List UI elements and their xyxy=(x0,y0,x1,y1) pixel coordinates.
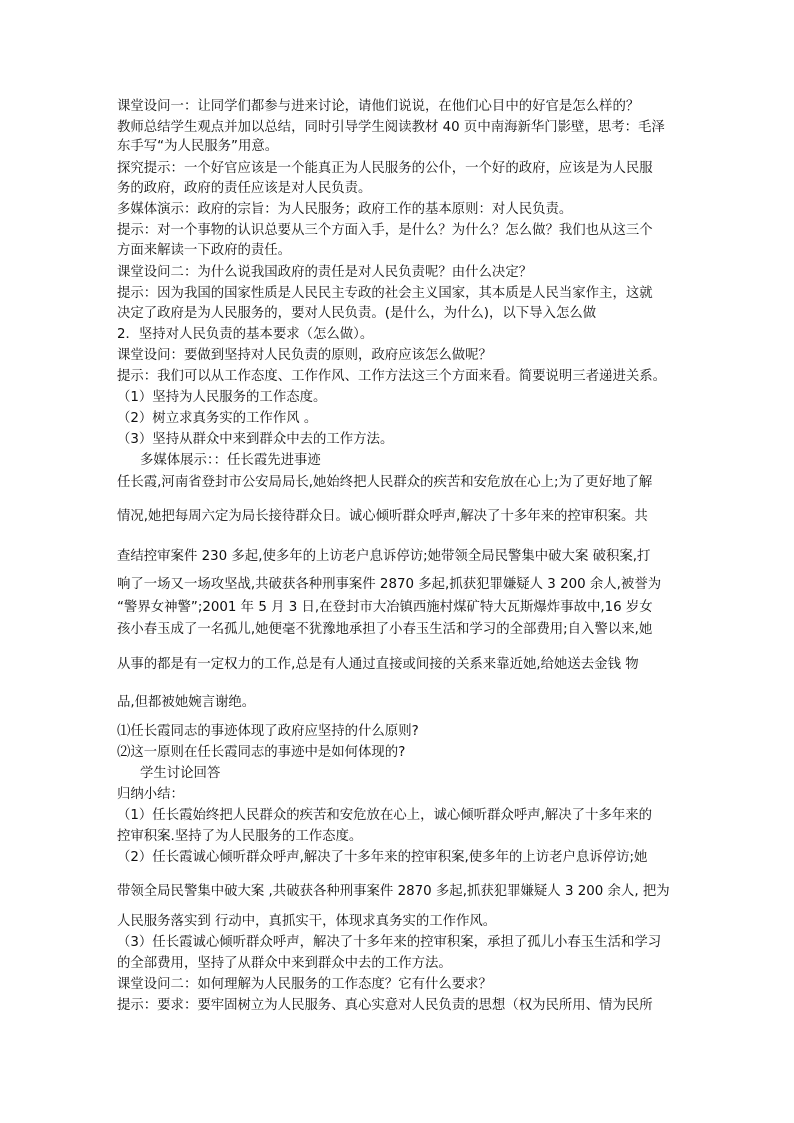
line-7: 提示：对一个事物的认识总要从三个方面入手，是什么？为什么？怎么做？我们也从这三个 xyxy=(117,223,653,238)
line-9: 课堂设问二：为什么说我国政府的责任是对人民负责呢？由什么决定？ xyxy=(117,265,533,280)
line-25: 从事的都是有一定权力的工作,总是有人通过直接或间接的关系来靠近她,给她送去金钱 物 xyxy=(117,657,639,672)
line-22: 响了一场又一场攻坚战,共破获各种刑事案件 2870 多起,抓获犯罪嫌疑人 3 200 余人,被誉为 xyxy=(117,577,662,592)
line-4: 探究提示：一个好官应该是一个能真正为人民服务的公仆，一个好的政府，应该是为人民服 xyxy=(117,161,653,176)
line-29: 学生讨论回答 xyxy=(140,766,221,781)
line-30: 归纳小结： xyxy=(117,787,184,802)
line-11: 决定了政府是为人民服务的，要对人民负责。(是什么，为什么)，以下导入怎么做 xyxy=(117,306,597,321)
line-21: 查结控审案件 230 多起,使多年的上访老户息诉停访;她带领全局民警集中破大案 破积案,打 xyxy=(117,549,651,564)
line-27: ⑴任长霞同志的事迹体现了政府应坚持的什么原则? xyxy=(117,724,419,739)
line-39: 提示：要求：要牢固树立为人民服务、真心实意对人民负责的思想（权为民所用、情为民所 xyxy=(117,998,653,1013)
line-37: 的全部费用，坚持了从群众中来到群众中去的工作方法。 xyxy=(117,956,452,971)
line-2: 教师总结学生观点并加以总结，同时引导学生阅读教材 40 页中南海新华门影壁，思考：毛泽 xyxy=(117,120,665,135)
line-33: （2）任长霞诚心倾听群众呼声,解决了十多年来的控审积案,使多年的上访老户息诉停访;她 xyxy=(117,850,648,865)
line-26: 品,但都被她婉言谢绝。 xyxy=(117,695,256,710)
line-31: （1）任长霞始终把人民群众的疾苦和安危放在心上，诚心倾听群众呼声,解决了十多年来的 xyxy=(117,808,653,823)
line-23: “警界女神警”;2001 年 5 月 3 日,在登封市大冶镇西施村煤矿特大瓦斯爆炸事故中,16 岁女 xyxy=(117,600,653,615)
line-24: 孩小春玉成了一名孤儿,她便毫不犹豫地承担了小春玉生活和学习的全部费用;自入警以来,她 xyxy=(117,622,653,637)
line-15: （1）坚持为人民服务的工作态度。 xyxy=(117,390,327,405)
line-8: 方面来解读一下政府的责任。 xyxy=(117,243,292,258)
line-19: 任长霞,河南省登封市公安局局长,她始终把人民群众的疾苦和安危放在心上;为了更好地了解 xyxy=(117,475,653,490)
line-14: 提示：我们可以从工作态度、工作作风、工作方法这三个方面来看。简要说明三者递进关系。 xyxy=(117,369,667,384)
line-16: （2）树立求真务实的工作作风 。 xyxy=(117,411,318,426)
line-17: （3）坚持从群众中来到群众中去的工作方法。 xyxy=(117,432,394,447)
line-20: 情况,她把每周六定为局长接待群众日。诚心倾听群众呼声,解决了十多年来的控审积案。共 xyxy=(117,509,648,524)
line-38: 课堂设问二：如何理解为人民服务的工作态度？它有什么要求？ xyxy=(117,977,492,992)
line-34: 带领全局民警集中破大案 ,共破获各种刑事案件 2870 多起,抓获犯罪嫌疑人 3 200 余人, 把为 xyxy=(117,884,670,899)
line-13: 课堂设问：要做到坚持对人民负责的原则，政府应该怎么做呢？ xyxy=(117,348,492,363)
line-6: 多媒体演示：政府的宗旨：为人民服务；政府工作的基本原则：对人民负责。 xyxy=(117,202,573,217)
line-32: 控审积案.坚持了为人民服务的工作态度。 xyxy=(117,829,363,844)
line-18: 多媒体展示：：任长霞先进事迹 xyxy=(140,453,321,468)
line-12: 2．坚持对人民负责的基本要求（怎么做）。 xyxy=(117,327,374,342)
line-10: 提示：因为我国的国家性质是人民民主专政的社会主义国家，其本质是人民当家作主，这就 xyxy=(117,286,653,301)
line-35: 人民服务落实到 行动中，真抓实干，体现求真务实的工作作风。 xyxy=(117,914,497,929)
line-1: 课堂设问一：让同学们都参与进来讨论，请他们说说，在他们心目中的好官是怎么样的？ xyxy=(117,99,640,114)
line-28: ⑵这一原则在任长霞同志的事迹中是如何体现的? xyxy=(117,745,406,760)
line-3: 东手写“为人民服务”用意。 xyxy=(117,139,279,154)
line-5: 务的政府，政府的责任应该是对人民负责。 xyxy=(117,181,372,196)
line-36: （3）任长霞诚心倾听群众呼声，解决了十多年来的控审积案，承担了孤儿小春玉生活和学习 xyxy=(117,935,662,950)
